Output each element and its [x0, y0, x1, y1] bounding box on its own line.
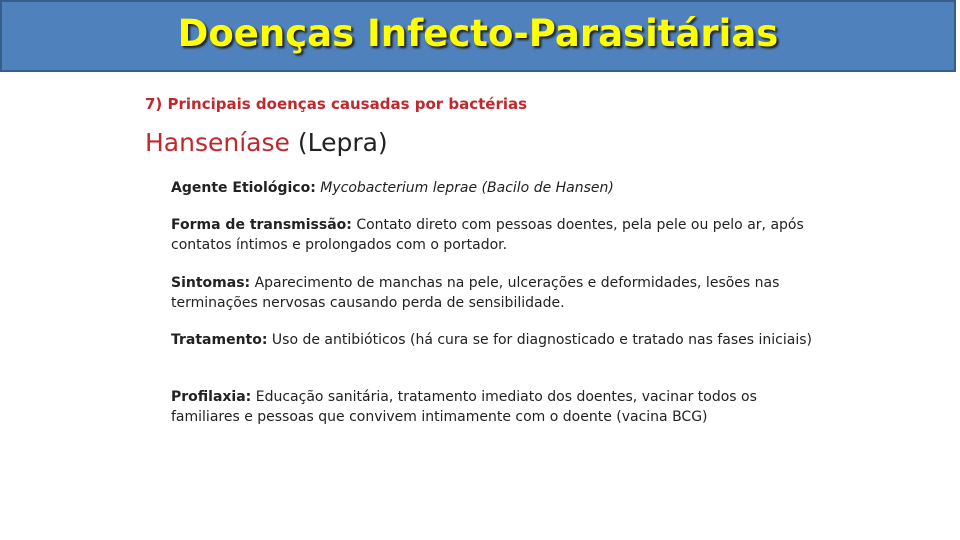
title-bar [0, 0, 956, 72]
info-item-agent [171, 178, 821, 198]
item-text: Educação sanitária, tratamento imediato dos doentes, vacinar todos os familiares e pessoas que convivem intimamente com o doente (vacina BCG) [171, 389, 757, 425]
item-label: Tratamento: [171, 332, 268, 348]
section-heading: 7) Principais doenças causadas por bactérias [145, 95, 528, 113]
slide-title: Doenças Infecto-Parasitárias [177, 12, 779, 55]
info-item-transmission [171, 215, 821, 255]
item-label: Sintomas: [171, 275, 251, 291]
disease-name: Hanseníase [145, 128, 290, 157]
item-text: Mycobacterium leprae (Bacilo de Hansen) [320, 180, 614, 196]
item-text: Aparecimento de manchas na pele, ulcerações e deformidades, lesões nas terminações nervosas causando perda de sensibilidade. [171, 275, 780, 311]
item-text: Contato direto com pessoas doentes, pela pele ou pelo ar, após contatos íntimos e prolongados com o portador. [171, 217, 804, 253]
disease-alt-name: (Lepra) [297, 128, 388, 157]
disease-title [145, 128, 388, 157]
item-label: Profilaxia: [171, 389, 252, 405]
info-item-prophylaxis [171, 387, 821, 427]
item-text: Uso de antibióticos (há cura se for diagnosticado e tratado nas fases iniciais) [271, 332, 812, 348]
item-label: Agente Etiológico: [171, 180, 316, 196]
item-label: Forma de transmissão: [171, 217, 352, 233]
info-item-symptoms [171, 273, 821, 313]
info-item-treatment [171, 330, 821, 350]
